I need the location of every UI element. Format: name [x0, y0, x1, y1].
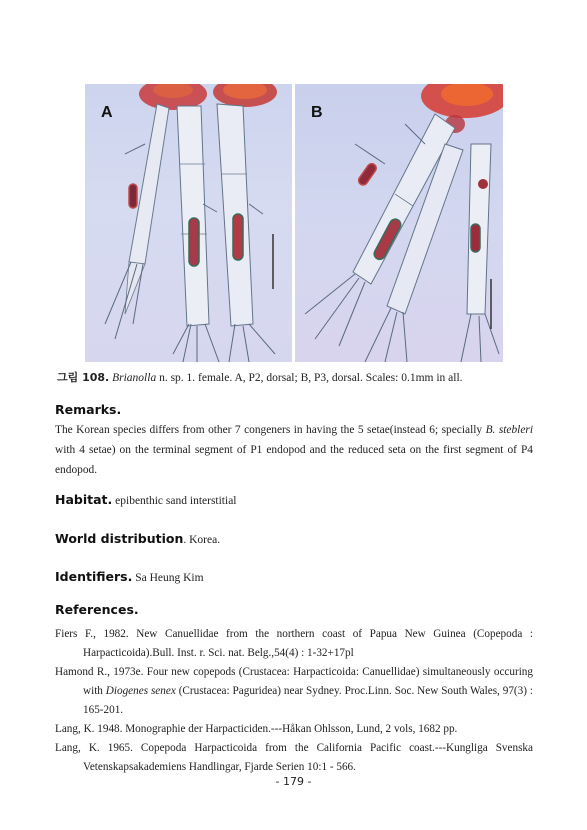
- micrograph-panel-a: [85, 84, 292, 362]
- reference-item: Fiers F., 1982. New Canuellidae from the northern coast of Papua New Guinea (Copepoda : Harpacticoida).Bull. Inst. r. Sci. nat. Belg.,54(4) : 1-32+17pl: [55, 628, 533, 659]
- distribution-text: . Korea.: [183, 534, 221, 546]
- panel-label-a: A: [101, 104, 113, 121]
- reference-text-1: Hamond R., 1973e. Four new copepods (Crustacea: Harpacticoida: Canuellidae) simultaneously occuring with: [55, 666, 533, 697]
- identifiers-section: [55, 569, 204, 584]
- panel-label-b: B: [311, 104, 323, 121]
- caption-text: n. sp. 1. female. A, P2, dorsal; B, P3, dorsal. Scales: 0.1mm in all.: [156, 372, 463, 384]
- remarks-heading: Remarks.: [55, 402, 122, 417]
- reference-species: Diogenes senex: [105, 685, 176, 697]
- figure-108: [85, 84, 503, 362]
- remarks-text-2: with 4 setae) on the terminal segment of P1 endopod and the reduced seta on the first segment of P4 endopod.: [55, 444, 533, 476]
- distribution-heading: World distribution: [55, 531, 184, 546]
- p2-micrograph-image: [85, 84, 292, 362]
- distribution-section: [55, 531, 220, 546]
- micrograph-panel-b: [295, 84, 503, 362]
- figure-caption: [57, 369, 537, 385]
- habitat-text: epibenthic sand interstitial: [112, 495, 237, 507]
- habitat-section: [55, 492, 237, 507]
- reference-item: [55, 663, 533, 720]
- references-heading: References.: [55, 602, 139, 617]
- caption-genus: Brianolla: [112, 372, 157, 384]
- remarks-species: B. stebleri: [485, 424, 533, 436]
- remarks-text-1: The Korean species differs from other 7 congeners in having the 5 setae(instead 6; specially: [55, 424, 486, 436]
- remarks-paragraph: [55, 420, 533, 480]
- habitat-heading: Habitat.: [55, 492, 113, 507]
- figure-number: 그림 108.: [57, 371, 110, 384]
- reference-item: Lang, K. 1965. Copepoda Harpacticoida from the California Pacific coast.---Kungliga Svenska Vetenskapsakademiens Handlingar, Fjarde Serien 10:1 - 566.: [55, 742, 533, 773]
- identifiers-text: Sa Heung Kim: [132, 572, 204, 584]
- identifiers-heading: Identifiers.: [55, 569, 133, 584]
- reference-item: Lang, K. 1948. Monographie der Harpacticiden.---Håkan Ohlsson, Lund, 2 vols, 1682 pp.: [55, 723, 458, 735]
- reference-text-2: (Crustacea: Paguridea) near Sydney. Proc.Linn. Soc. New South Wales, 97(3) : 165-201.: [83, 685, 533, 716]
- references-list: [55, 625, 533, 777]
- p3-micrograph-image: [295, 84, 503, 362]
- page-number: - 179 -: [275, 775, 312, 788]
